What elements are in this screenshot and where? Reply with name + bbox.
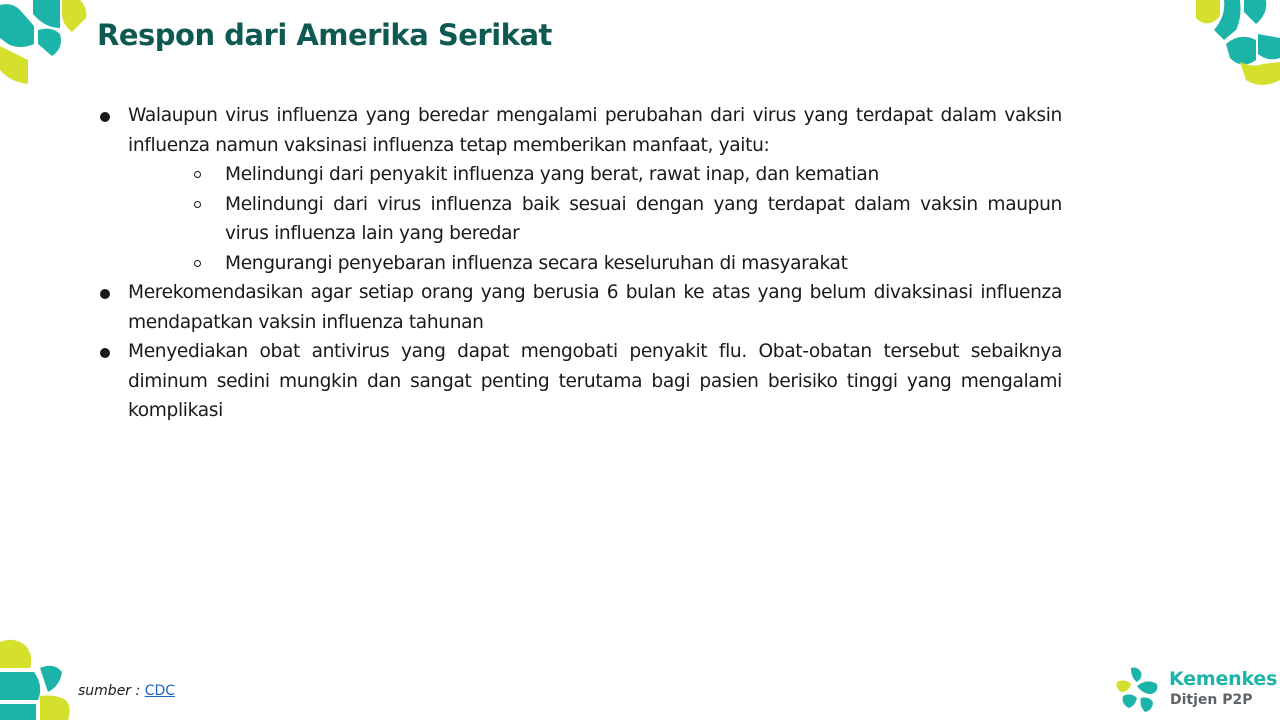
page-title: Respon dari Amerika Serikat: [97, 18, 552, 52]
bullet-list: [97, 101, 1062, 426]
kemenkes-logo-icon: [1115, 666, 1163, 714]
bullet-text: Walaupun virus influenza yang beredar mengalami perubahan dari virus yang terdapat dalam vaksin influenza namun vaksinasi influenza tetap memberikan manfaat, yaitu:: [128, 105, 1062, 156]
bullet-item: [97, 278, 1062, 337]
sub-bullet-item: [194, 190, 1062, 249]
bullet-item: [97, 101, 1062, 278]
kemenkes-logo: [1115, 666, 1278, 714]
sub-bullet-item: [194, 160, 1062, 190]
corner-decoration-top-right: [1196, 0, 1280, 86]
sub-bullet-text: Mengurangi penyebaran influenza secara keseluruhan di masyarakat: [225, 252, 848, 274]
source-note: [78, 683, 175, 699]
bullet-text: Merekomendasikan agar setiap orang yang berusia 6 bulan ke atas yang belum divaksinasi influenza mendapatkan vaksin influenza tahunan: [128, 282, 1062, 333]
source-label: sumber :: [78, 683, 145, 699]
bullet-item: [97, 337, 1062, 426]
corner-decoration-top-left: [0, 0, 90, 84]
sub-bullet-text: Melindungi dari penyakit influenza yang berat, rawat inap, dan kematian: [225, 164, 879, 185]
sub-bullet-item: [194, 249, 1062, 279]
sub-bullet-text: Melindungi dari virus influenza baik sesuai dengan yang terdapat dalam vaksin maupun virus influenza lain yang beredar: [225, 193, 1062, 244]
slide-content: [97, 101, 1062, 426]
logo-name: Kemenkes: [1169, 668, 1278, 690]
logo-subtitle: Ditjen P2P: [1170, 692, 1253, 708]
source-link[interactable]: CDC: [144, 683, 176, 699]
bullet-text: Menyediakan obat antivirus yang dapat mengobati penyakit flu. Obat-obatan tersebut sebaiknya diminum sedini mungkin dan sangat penting terutama bagi pasien berisiko tinggi yang mengalami komplikasi: [128, 341, 1062, 421]
sub-bullet-list: [128, 160, 1062, 278]
corner-decoration-bottom-left: [0, 636, 86, 720]
